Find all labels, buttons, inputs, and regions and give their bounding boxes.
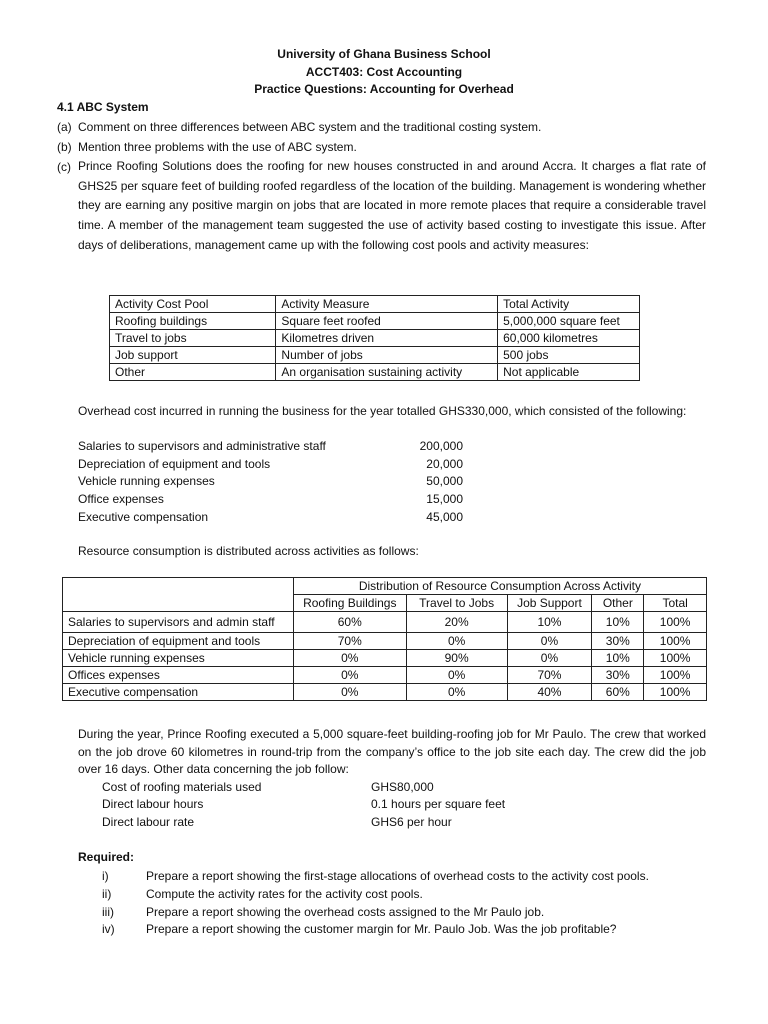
table-row-label: Vehicle running expenses (63, 650, 294, 667)
table-row-label: Offices expenses (63, 667, 294, 684)
table-cell: 70% (507, 667, 592, 684)
table-header-cell: Other (592, 595, 644, 612)
section-heading (57, 100, 149, 114)
question-text-c: Prince Roofing Solutions does the roofing for new houses constructed in and around Accra. It charges a flat rate of GHS25 per square feet of building roofed regardless of the location of the building. Management is wondering whether they are earning any positive margin on jobs that are located in more remote places that require a considerable travel time. A member of the management team suggested the use of activity based costing to investigate this issue. After days of deliberations, management came up with the following cost pools and activity measures: (78, 159, 706, 252)
table-row (110, 364, 640, 381)
required-item-text: Prepare a report showing the customer margin for Mr. Paulo Job. Was the job profitable? (146, 922, 617, 936)
table-cell: 60% (592, 684, 644, 701)
table-cell: 0% (507, 633, 592, 650)
table-cell: Job support (110, 347, 276, 364)
required-item-label: i) (102, 869, 109, 883)
table-cell: 0% (293, 650, 406, 667)
overhead-item-amount: 50,000 (426, 474, 463, 488)
table-cell: 10% (592, 612, 644, 633)
overhead-item-amount: 15,000 (426, 492, 463, 506)
distribution-table-title: Distribution of Resource Consumption Across Activity (293, 578, 706, 595)
table-header-row (110, 296, 640, 313)
table-corner-cell (63, 578, 294, 595)
job-item-value: GHS6 per hour (371, 815, 452, 829)
required-item-label: iv) (102, 922, 115, 936)
job-item-label: Cost of roofing materials used (102, 780, 262, 794)
table-cell: 0% (293, 684, 406, 701)
table-cell: 100% (644, 612, 707, 633)
question-text-a: Comment on three differences between ABC system and the traditional costing system. (78, 120, 542, 134)
required-item-label: iii) (102, 905, 114, 919)
table-cell: Number of jobs (276, 347, 498, 364)
table-cell: 500 jobs (498, 347, 640, 364)
table-cell: 20% (406, 612, 507, 633)
table-title-row (63, 578, 707, 595)
distribution-table (62, 577, 707, 701)
job-item-label: Direct labour rate (102, 815, 195, 829)
table-cell: An organisation sustaining activity (276, 364, 498, 381)
table-cell: 100% (644, 667, 707, 684)
question-label-a: (a) (57, 120, 72, 134)
practice-title: Practice Questions: Accounting for Overhead (254, 82, 514, 96)
overhead-intro: Overhead cost incurred in running the business for the year totalled GHS330,000, which consisted of the following: (78, 404, 687, 418)
table-header-cell: Roofing Buildings (293, 595, 406, 612)
overhead-item-label: Vehicle running expenses (78, 474, 215, 488)
table-cell: 0% (293, 667, 406, 684)
table-row-label: Salaries to supervisors and admin staff (63, 612, 294, 633)
table-cell: Roofing buildings (110, 313, 276, 330)
job-item-label: Direct labour hours (102, 797, 204, 811)
job-item-value: GHS80,000 (371, 780, 434, 794)
table-cell: 40% (507, 684, 592, 701)
required-item-text: Prepare a report showing the overhead costs assigned to the Mr Paulo job. (146, 905, 545, 919)
table-cell: 30% (592, 633, 644, 650)
required-item-label: ii) (102, 887, 112, 901)
table-cell: 0% (406, 633, 507, 650)
job-item-value: 0.1 hours per square feet (371, 797, 506, 811)
question-label-b: (b) (57, 140, 72, 154)
table-header-cell: Activity Measure (276, 296, 498, 313)
table-cell: 5,000,000 square feet (498, 313, 640, 330)
table-header-cell: Total Activity (498, 296, 640, 313)
table-cell: 100% (644, 633, 707, 650)
overhead-item-amount: 45,000 (426, 510, 463, 524)
required-item-text: Compute the activity rates for the activity cost pools. (146, 887, 423, 901)
overhead-item-label: Executive compensation (78, 510, 209, 524)
table-cell: 0% (507, 650, 592, 667)
table-row (110, 330, 640, 347)
doc-title: University of Ghana Business School (277, 47, 491, 61)
table-row (63, 684, 707, 701)
table-row-label: Executive compensation (63, 684, 294, 701)
table-row (63, 667, 707, 684)
course-title: ACCT403: Cost Accounting (305, 65, 463, 79)
table-header-row (63, 595, 707, 612)
overhead-item-label: Salaries to supervisors and administrative staff (78, 439, 326, 453)
table-cell: 60% (293, 612, 406, 633)
overhead-item-label: Depreciation of equipment and tools (78, 457, 271, 471)
section-number: 4.1 (57, 100, 74, 114)
table-cell: Travel to jobs (110, 330, 276, 347)
overhead-item-amount: 200,000 (419, 439, 463, 453)
distribution-intro: Resource consumption is distributed across activities as follows: (78, 544, 419, 558)
section-title: ABC System (76, 100, 149, 114)
table-cell: 30% (592, 667, 644, 684)
table-cell: Kilometres driven (276, 330, 498, 347)
table-cell: 100% (644, 650, 707, 667)
required-heading: Required: (78, 850, 135, 864)
question-label-c: (c) (57, 160, 71, 174)
table-header-cell: Total (644, 595, 707, 612)
required-item-text: Prepare a report showing the first-stage allocations of overhead costs to the activity cost pools. (146, 869, 649, 883)
overhead-item-amount: 20,000 (426, 457, 463, 471)
table-cell: Not applicable (498, 364, 640, 381)
table-cell: 90% (406, 650, 507, 667)
table-cell: 0% (406, 667, 507, 684)
job-intro: During the year, Prince Roofing executed a 5,000 square-feet building-roofing job for Mr Paulo. The crew that worked on the job drove 60 kilometres in round-trip from the company’s office to the job site each day. The crew did the job over 16 days. Other data concerning the job follow: (78, 727, 706, 776)
table-row (110, 347, 640, 364)
table-cell: 0% (406, 684, 507, 701)
table-row (63, 650, 707, 667)
table-cell: Other (110, 364, 276, 381)
table-row (110, 313, 640, 330)
table-cell: Square feet roofed (276, 313, 498, 330)
table-cell: 60,000 kilometres (498, 330, 640, 347)
table-cell: 70% (293, 633, 406, 650)
table-corner-cell (63, 595, 294, 612)
overhead-item-label: Office expenses (78, 492, 164, 506)
table-cell: 10% (592, 650, 644, 667)
question-text-b: Mention three problems with the use of ABC system. (78, 140, 357, 154)
table-header-cell: Travel to Jobs (406, 595, 507, 612)
table-header-cell: Job Support (507, 595, 592, 612)
activity-pool-table (109, 295, 640, 381)
table-row (63, 612, 707, 633)
table-cell: 10% (507, 612, 592, 633)
table-header-cell: Activity Cost Pool (110, 296, 276, 313)
table-cell: 100% (644, 684, 707, 701)
table-row-label: Depreciation of equipment and tools (63, 633, 294, 650)
table-row (63, 633, 707, 650)
